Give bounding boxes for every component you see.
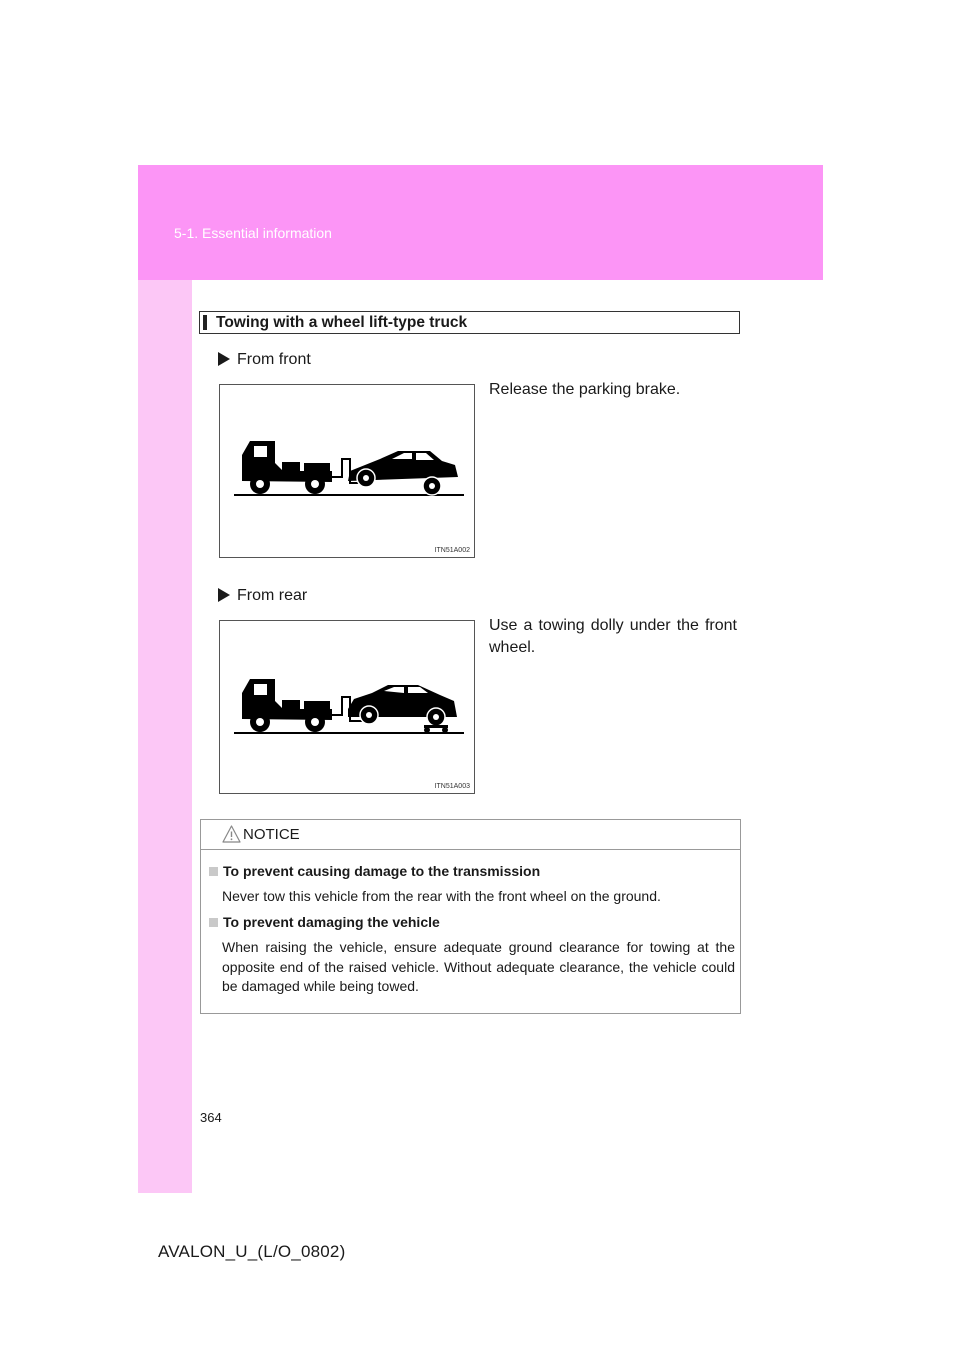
section-breadcrumb: 5-1. Essential information [174, 225, 332, 241]
notice-item-body: Never tow this vehicle from the rear with the front wheel on the ground. [222, 888, 661, 904]
header-band [138, 165, 823, 280]
side-band [138, 165, 192, 1193]
notice-header [201, 820, 740, 850]
tow-truck-rear-illustration [220, 621, 474, 793]
square-bullet-icon [209, 918, 218, 927]
notice-item-title-text: To prevent damaging the vehicle [223, 914, 440, 930]
triangle-bullet-icon [218, 588, 230, 602]
square-bullet-icon [209, 867, 218, 876]
figure-code: ITN51A003 [434, 783, 470, 790]
notice-item-title [209, 914, 735, 930]
notice-item-title [209, 863, 735, 879]
tow-truck-front-illustration [220, 385, 474, 557]
warning-icon [222, 825, 241, 843]
triangle-bullet-icon [218, 352, 230, 366]
notice-item-body: When raising the vehicle, ensure adequate ground clearance for towing at the opposite end of the raised vehicle. Without adequate clearance, the vehicle could be damaged while being towed. [222, 939, 735, 994]
title-bar-mark [203, 315, 207, 330]
section-title: Towing with a wheel lift-type truck [216, 314, 468, 331]
from-rear-description: Use a towing dolly under the front wheel. [489, 617, 737, 656]
from-rear-figure [219, 620, 475, 794]
from-front-heading [218, 351, 311, 369]
notice-item-title-text: To prevent causing damage to the transmission [223, 863, 541, 879]
page-number: 364 [200, 1110, 222, 1125]
from-front-heading-label: From front [237, 351, 311, 368]
notice-box [200, 819, 741, 1014]
figure-code: ITN51A002 [434, 547, 470, 554]
from-front-figure [219, 384, 475, 558]
notice-label: NOTICE [243, 826, 300, 843]
section-title-box [199, 311, 740, 334]
footer-code: AVALON_U_(L/O_0802) [158, 1242, 346, 1261]
from-front-description: Release the parking brake. [489, 381, 681, 398]
from-rear-heading [218, 587, 307, 605]
from-rear-heading-label: From rear [237, 587, 308, 604]
